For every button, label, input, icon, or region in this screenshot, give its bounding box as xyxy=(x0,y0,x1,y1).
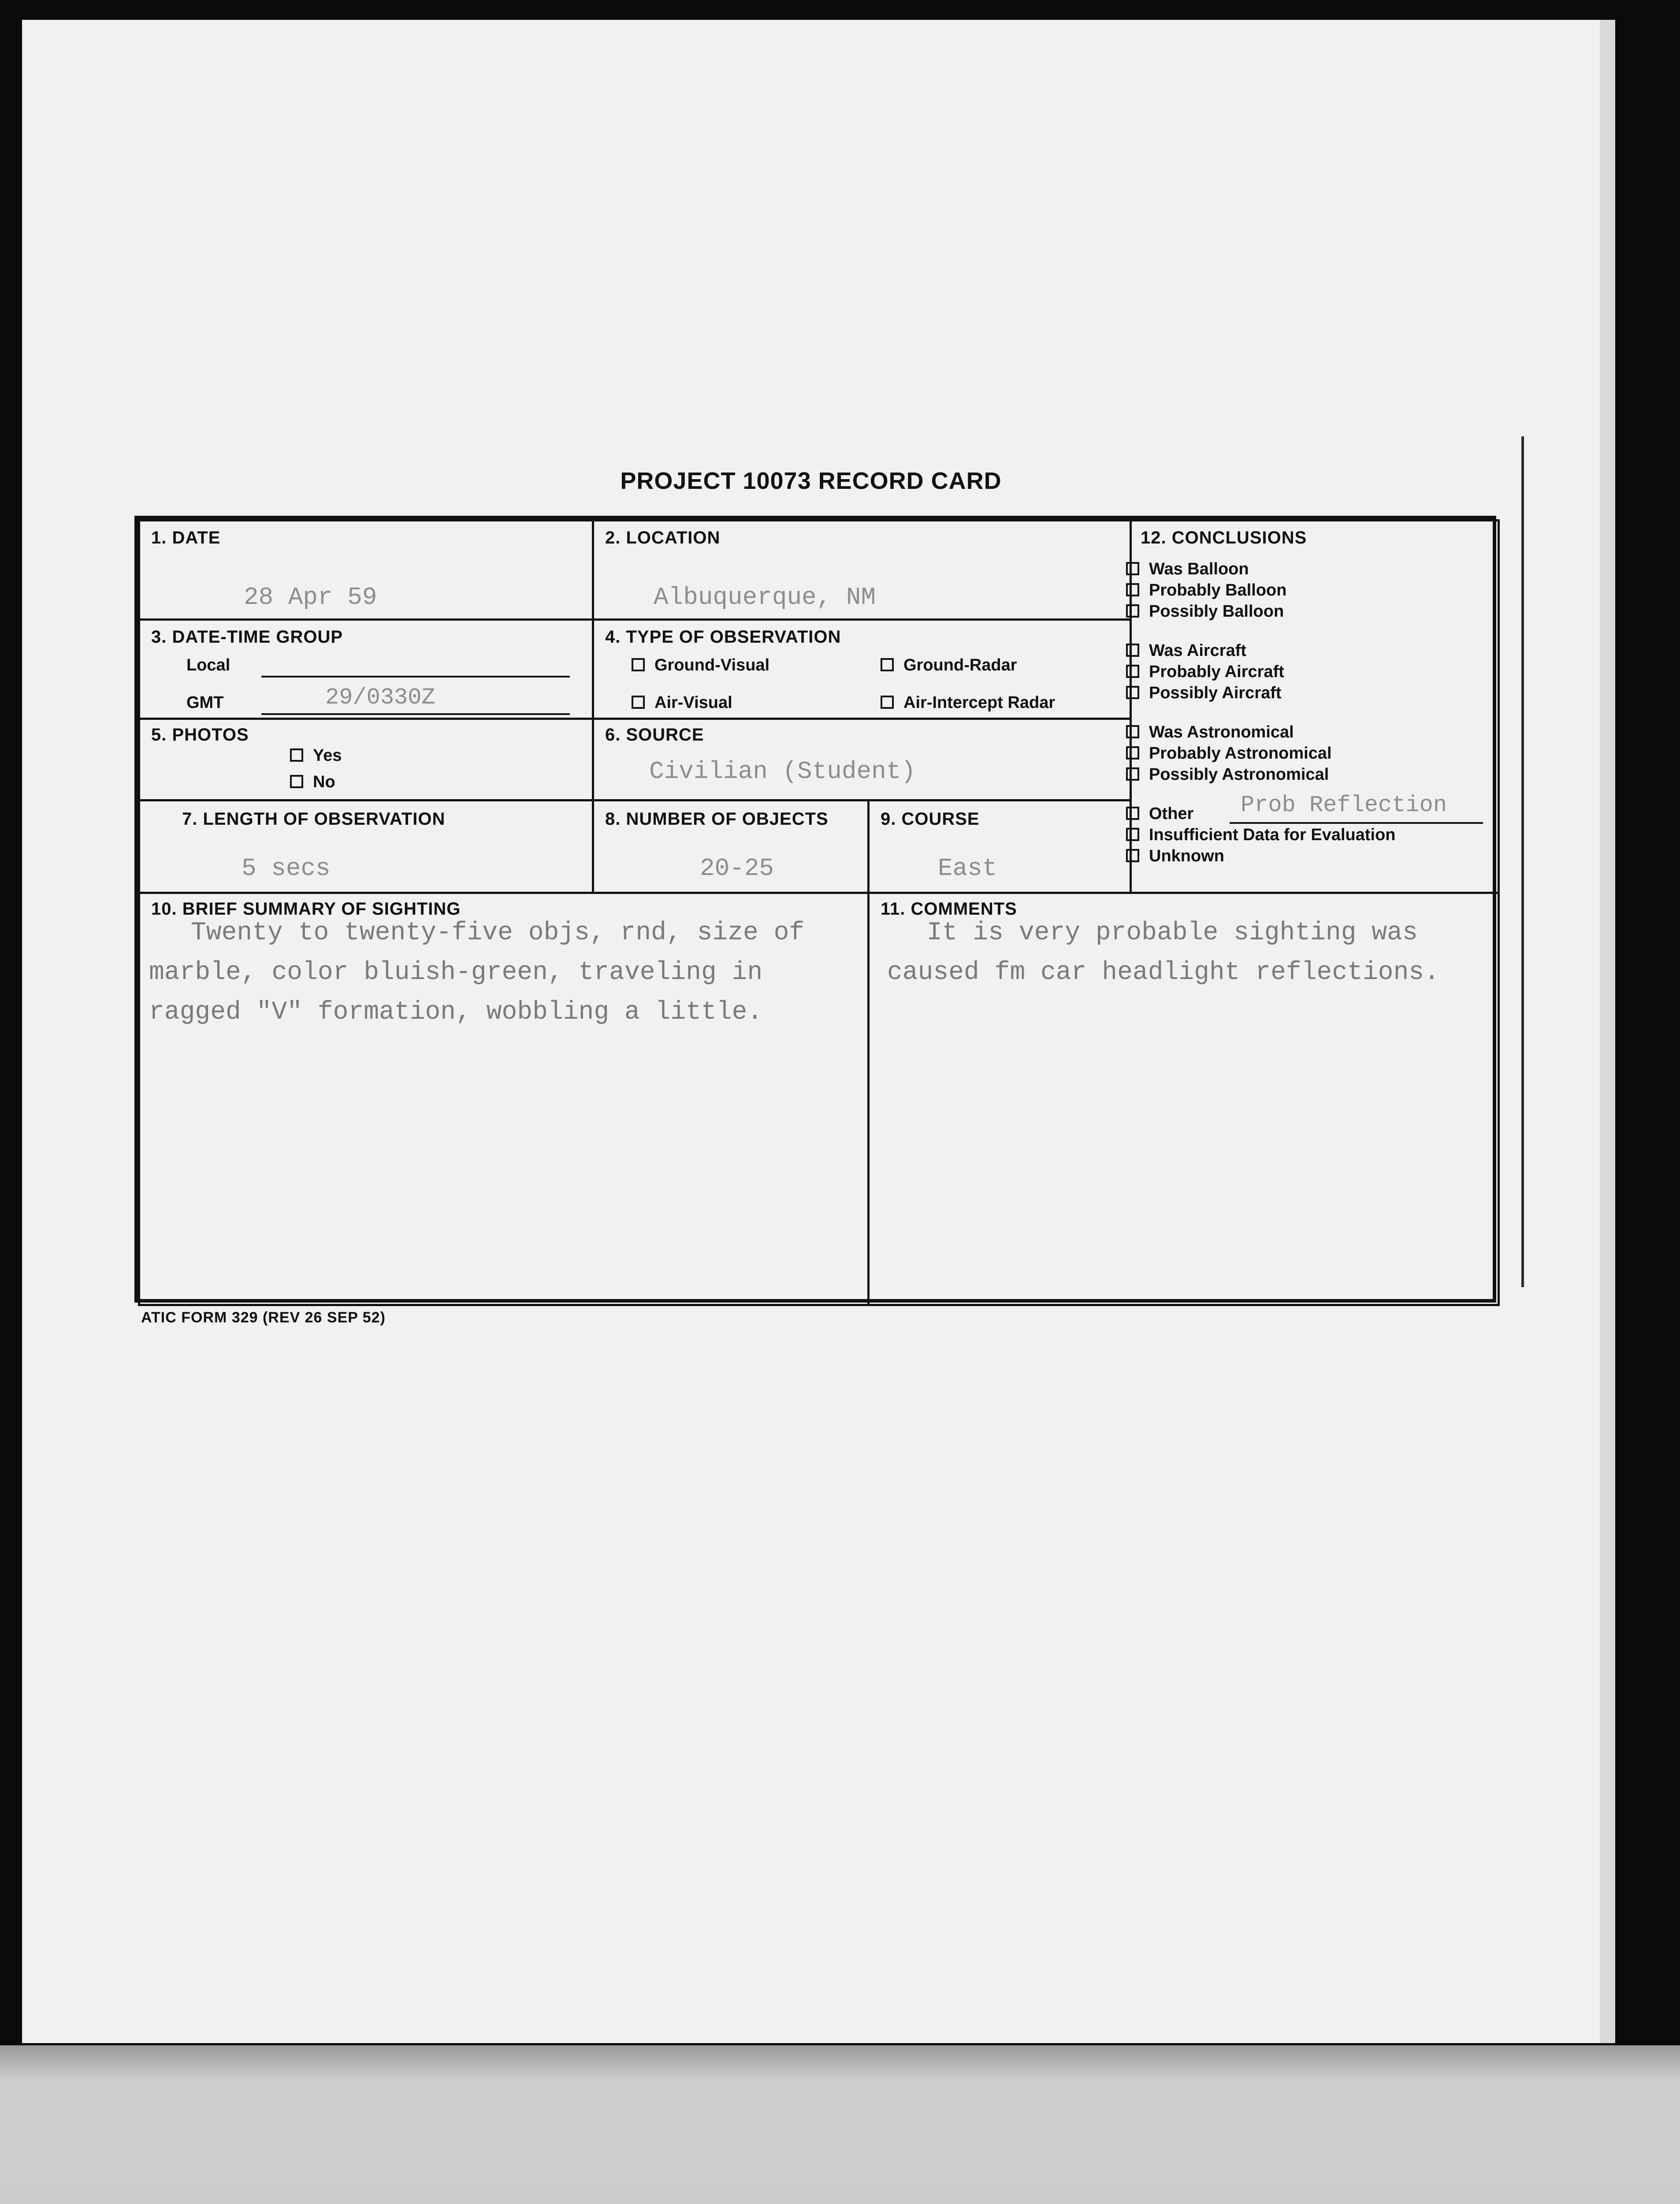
probably-aircraft-label: Probably Aircraft xyxy=(1149,663,1284,681)
photos-yes-option[interactable] xyxy=(290,746,342,765)
gmt-label: GMT xyxy=(186,693,224,712)
checkbox-icon xyxy=(1126,562,1139,575)
was-balloon-option[interactable] xyxy=(1126,560,1249,579)
checkbox-icon xyxy=(632,658,645,671)
checkbox-icon xyxy=(1126,849,1139,862)
checkbox-icon xyxy=(1126,604,1139,618)
comments-cell xyxy=(867,892,1500,1306)
air-intercept-radar-label: Air-Intercept Radar xyxy=(903,693,1056,712)
checkbox-icon xyxy=(290,748,303,762)
insufficient-data-option[interactable] xyxy=(1126,826,1396,845)
possibly-astronomical-option[interactable] xyxy=(1126,765,1329,784)
local-underline xyxy=(261,676,570,678)
location-value: Albuquerque, NM xyxy=(654,583,876,611)
checkbox-icon xyxy=(881,658,894,671)
checkbox-icon xyxy=(1126,828,1139,841)
background-strip xyxy=(0,2045,1680,2204)
probably-aircraft-option[interactable] xyxy=(1126,663,1284,681)
course-cell xyxy=(867,799,1132,894)
was-astronomical-label: Was Astronomical xyxy=(1149,723,1294,741)
type-observation-label: 4. TYPE OF OBSERVATION xyxy=(605,627,841,647)
ground-radar-label: Ground-Radar xyxy=(903,656,1017,674)
objects-value: 20-25 xyxy=(700,854,774,882)
location-cell xyxy=(592,519,1132,621)
date-label: 1. DATE xyxy=(151,528,221,547)
possibly-aircraft-label: Possibly Aircraft xyxy=(1149,684,1282,702)
comments-line-2: caused fm car headlight reflections. xyxy=(887,958,1440,987)
course-value: East xyxy=(938,854,997,882)
length-of-observation-cell xyxy=(138,799,594,894)
was-astronomical-option[interactable] xyxy=(1126,723,1294,742)
checkbox-icon xyxy=(1126,665,1139,678)
comments-label: 11. COMMENTS xyxy=(881,899,1017,919)
record-card-title: PROJECT 10073 RECORD CARD xyxy=(620,468,1002,494)
dtg-label: 3. DATE-TIME GROUP xyxy=(151,627,343,647)
gmt-value: 29/0330Z xyxy=(325,685,435,711)
summary-line-1: Twenty to twenty-five objs, rnd, size of xyxy=(191,919,805,947)
comments-line-1: It is very probable sighting was xyxy=(927,919,1418,947)
length-value: 5 secs xyxy=(242,854,331,882)
checkbox-icon xyxy=(1126,644,1139,657)
photos-cell xyxy=(138,718,594,801)
photos-label: 5. PHOTOS xyxy=(151,725,249,745)
conclusions-label: 12. CONCLUSIONS xyxy=(1141,528,1307,547)
other-option[interactable] xyxy=(1126,804,1193,823)
air-visual-label: Air-Visual xyxy=(654,693,732,712)
gmt-underline xyxy=(261,713,570,715)
was-aircraft-label: Was Aircraft xyxy=(1149,641,1247,660)
checkbox-icon xyxy=(1126,725,1139,738)
type-of-observation-cell xyxy=(592,618,1132,720)
probably-astronomical-label: Probably Astronomical xyxy=(1149,744,1332,763)
insufficient-data-label: Insufficient Data for Evaluation xyxy=(1149,826,1396,844)
number-of-objects-cell xyxy=(592,799,870,894)
source-cell xyxy=(592,718,1132,801)
course-label: 9. COURSE xyxy=(881,809,980,829)
air-intercept-radar-option[interactable] xyxy=(881,693,1055,712)
air-visual-option[interactable] xyxy=(632,693,732,712)
probably-balloon-label: Probably Balloon xyxy=(1149,581,1287,599)
summary-line-2: marble, color bluish-green, traveling in xyxy=(149,958,763,987)
checkbox-icon xyxy=(632,696,645,709)
checkbox-icon xyxy=(290,775,303,788)
probably-astronomical-option[interactable] xyxy=(1126,744,1332,763)
summary-line-3: ragged "V" formation, wobbling a little. xyxy=(149,998,763,1027)
objects-label: 8. NUMBER OF OBJECTS xyxy=(605,809,829,829)
checkbox-icon xyxy=(1126,583,1139,596)
unknown-option[interactable] xyxy=(1126,847,1224,866)
length-label: 7. LENGTH OF OBSERVATION xyxy=(182,809,446,829)
was-aircraft-option[interactable] xyxy=(1126,641,1246,660)
ground-radar-option[interactable] xyxy=(881,656,1017,675)
probably-balloon-option[interactable] xyxy=(1126,581,1286,600)
summary-label: 10. BRIEF SUMMARY OF SIGHTING xyxy=(151,899,461,919)
brief-summary-cell xyxy=(138,892,870,1306)
unknown-label: Unknown xyxy=(1149,847,1224,865)
possibly-astronomical-label: Possibly Astronomical xyxy=(1149,765,1329,784)
photos-yes-label: Yes xyxy=(313,746,342,765)
form-footer: ATIC FORM 329 (REV 26 SEP 52) xyxy=(141,1309,386,1326)
was-balloon-label: Was Balloon xyxy=(1149,560,1249,578)
other-label: Other xyxy=(1149,804,1194,823)
checkbox-icon xyxy=(1126,686,1139,699)
ground-visual-label: Ground-Visual xyxy=(654,656,770,674)
checkbox-icon xyxy=(1126,767,1139,781)
possibly-aircraft-option[interactable] xyxy=(1126,684,1282,703)
date-time-group-cell xyxy=(138,618,594,720)
ground-visual-option[interactable] xyxy=(632,656,769,675)
record-card xyxy=(134,516,1496,1303)
checkbox-icon xyxy=(1126,746,1139,759)
local-label: Local xyxy=(186,656,230,674)
photos-no-option[interactable] xyxy=(290,773,335,792)
date-cell xyxy=(138,519,594,621)
margin-line xyxy=(1521,436,1524,1287)
checkbox-icon xyxy=(1126,807,1139,820)
photos-no-label: No xyxy=(313,773,335,791)
possibly-balloon-label: Possibly Balloon xyxy=(1149,602,1284,621)
other-value: Prob Reflection xyxy=(1241,792,1447,818)
date-value: 28 Apr 59 xyxy=(244,583,377,611)
checkbox-icon xyxy=(881,696,894,709)
source-label: 6. SOURCE xyxy=(605,725,704,745)
possibly-balloon-option[interactable] xyxy=(1126,602,1284,621)
other-underline xyxy=(1230,822,1483,824)
page-edge xyxy=(1600,20,1615,2043)
source-value: Civilian (Student) xyxy=(649,757,916,786)
location-label: 2. LOCATION xyxy=(605,528,721,547)
